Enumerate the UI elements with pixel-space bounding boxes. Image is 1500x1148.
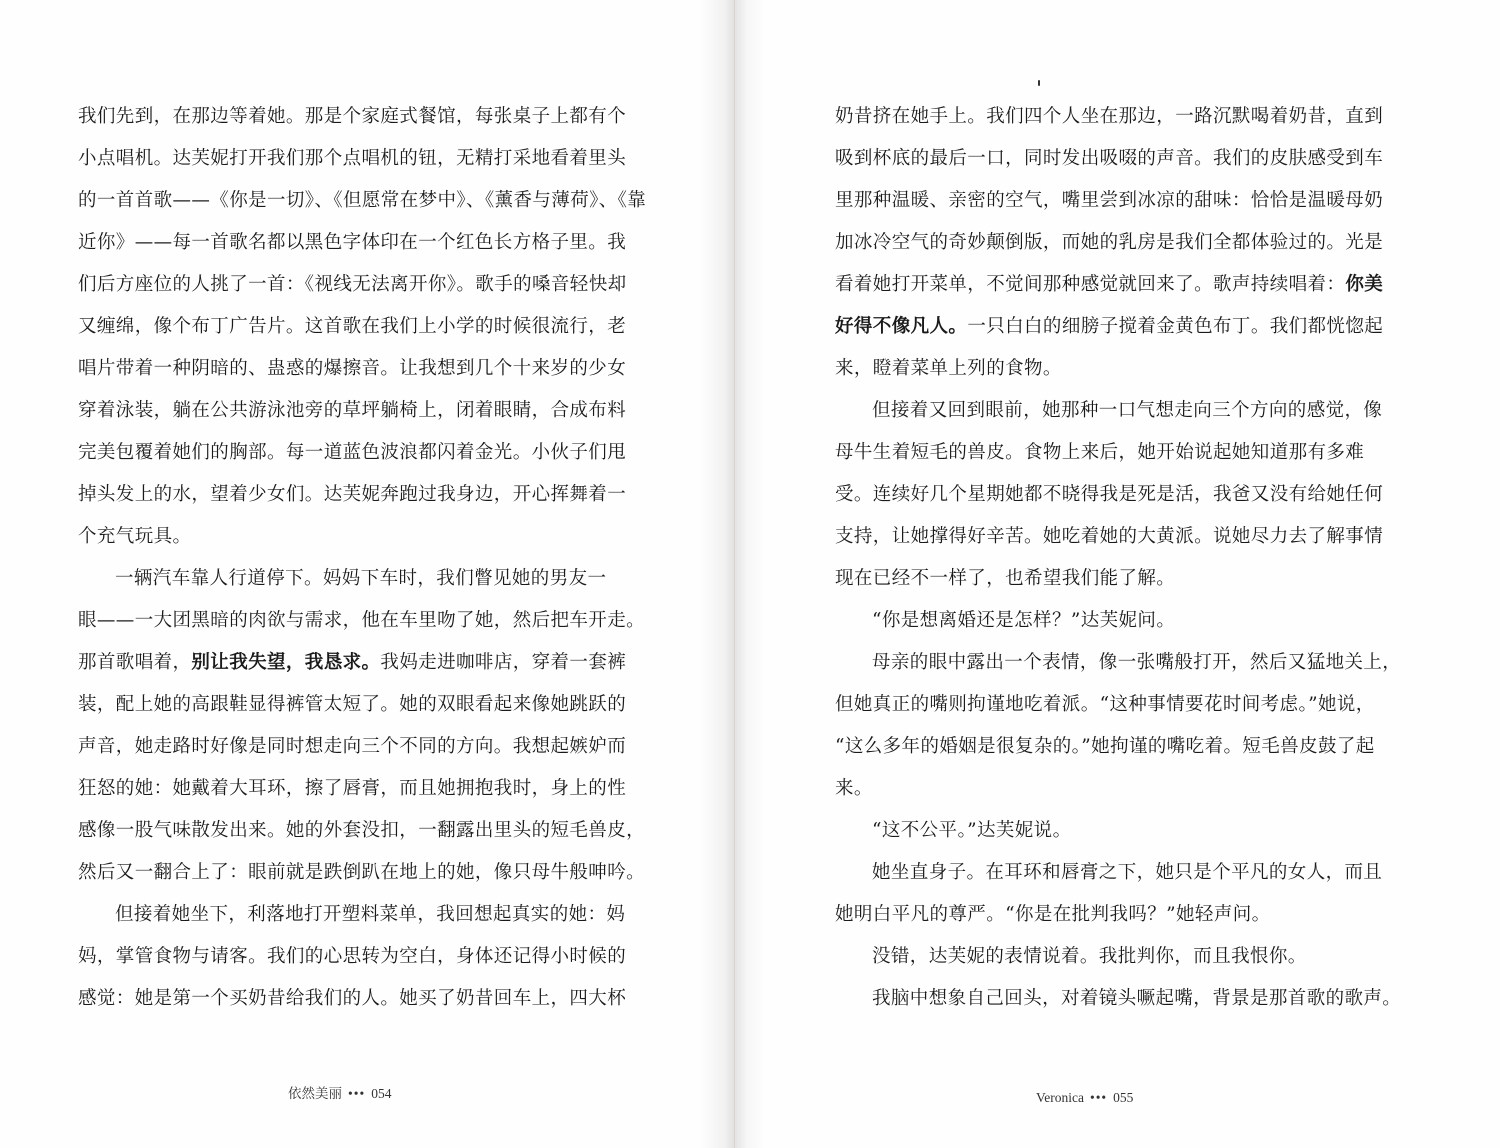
line-text: 个充气玩具。	[78, 526, 192, 547]
text-line	[835, 390, 1383, 432]
text-line	[835, 306, 1384, 348]
line-text-after: 我妈走进咖啡店，穿着一套裤	[380, 652, 627, 673]
left-page-body	[78, 96, 647, 1020]
line-text: 狂怒的她：她戴着大耳环，擦了唇膏，而且她拥抱我时，身上的性	[78, 778, 627, 799]
line-text-after: 一只白白的细膀子搅着金黄色布丁。我们都恍惚起	[967, 316, 1384, 337]
text-line	[78, 306, 638, 348]
lyric-emphasis: 你美	[1345, 274, 1384, 295]
text-line	[835, 600, 1380, 642]
line-text: “这不公平。”达芙妮说。	[872, 820, 1072, 841]
text-line	[835, 222, 1384, 264]
text-line	[835, 936, 1380, 978]
line-text: 没错，达芙妮的表情说着。我批判你，而且我恨你。	[872, 946, 1307, 967]
line-text: 妈，掌管食物与请客。我们的心思转为空白，身体还记得小时候的	[78, 946, 627, 967]
line-text: 那首歌唱着，	[78, 652, 192, 673]
line-text: 完美包覆着她们的胸部。每一道蓝色波浪都闪着金光。小伙子们甩	[78, 442, 627, 463]
line-text: 奶昔挤在她手上。我们四个人坐在那边，一路沉默喝着奶昔，直到	[835, 106, 1384, 127]
right-page-body	[835, 96, 1402, 1020]
folio-separator: •••	[1089, 1090, 1108, 1105]
text-line	[78, 474, 638, 516]
right-gutter-shadow	[735, 0, 765, 1148]
text-line	[835, 138, 1384, 180]
line-text: 吸到杯底的最后一口，同时发出吸啜的声音。我们的皮肤感受到车	[835, 148, 1384, 169]
line-text: 现在已经不一样了，也希望我们能了解。	[835, 568, 1176, 589]
line-text: 一辆汽车靠人行道停下。妈妈下车时，我们瞥见她的男友一	[115, 568, 607, 589]
line-text: 受。连续好几个星期她都不晓得我是死是活，我爸又没有给她任何	[835, 484, 1384, 505]
text-line	[78, 726, 638, 768]
left-page	[0, 0, 735, 1148]
text-line	[835, 810, 1380, 852]
right-page	[735, 0, 1500, 1148]
text-line	[78, 810, 646, 852]
line-text: 小点唱机。达芙妮打开我们那个点唱机的钮，无精打采地看着里头	[78, 148, 627, 169]
text-line	[78, 138, 638, 180]
line-text: 然后又一翻合上了：眼前就是跌倒趴在地上的她，像只母牛般呻吟。	[78, 862, 646, 883]
text-line	[78, 516, 638, 558]
line-text: 但接着她坐下，利落地打开塑料菜单，我回想起真实的她：妈	[115, 904, 626, 925]
page-number: 054	[371, 1086, 392, 1101]
folio-title: Veronica	[1036, 1090, 1084, 1105]
text-line	[835, 516, 1384, 558]
text-line	[835, 768, 1380, 810]
lyric-emphasis: 好得不像凡人。	[835, 316, 968, 337]
text-line	[835, 180, 1384, 222]
text-line	[78, 642, 638, 684]
text-line	[78, 852, 646, 894]
text-line	[835, 264, 1384, 306]
line-text: 母牛生着短毛的兽皮。食物上来后，她开始说起她知道那有多难	[835, 442, 1365, 463]
text-line	[835, 894, 1380, 936]
text-line	[835, 726, 1380, 768]
line-text: 来，瞪着菜单上列的食物。	[835, 358, 1062, 379]
page-number: 055	[1113, 1090, 1134, 1105]
text-line	[835, 684, 1380, 726]
line-text: 加冰冷空气的奇妙颠倒版，而她的乳房是我们全都体验过的。光是	[835, 232, 1384, 253]
folio-separator: •••	[348, 1086, 366, 1101]
line-text: 但她真正的嘴则拘谨地吃着派。“这种事情要花时间考虑。”她说，	[835, 694, 1375, 715]
folio-title: 依然美丽	[288, 1086, 342, 1101]
line-text: 母亲的眼中露出一个表情，像一张嘴般打开，然后又猛地关上，	[872, 652, 1402, 673]
line-text: 眼——一大团黑暗的肉欲与需求，他在车里吻了她，然后把车开走。	[78, 610, 646, 631]
text-line	[78, 768, 638, 810]
line-text: “你是想离婚还是怎样？”达芙妮问。	[872, 610, 1176, 631]
line-text: 掉头发上的水，望着少女们。达芙妮奔跑过我身边，开心挥舞着一	[78, 484, 627, 505]
text-line	[835, 348, 1380, 390]
text-line	[78, 600, 646, 642]
line-text: 我脑中想象自己回头，对着镜头噘起嘴，背景是那首歌的歌声。	[872, 988, 1402, 1009]
lyric-emphasis: 别让我失望，我恳求。	[191, 652, 381, 673]
line-text: 来。	[835, 778, 873, 799]
line-text: 穿着泳装，躺在公共游泳池旁的草坪躺椅上，闭着眼睛，合成布料	[78, 400, 627, 421]
line-text: 但接着又回到眼前，她那种一口气想走向三个方向的感觉，像	[872, 400, 1383, 421]
line-text: 我们先到，在那边等着她。那是个家庭式餐馆，每张桌子上都有个	[78, 106, 627, 127]
left-gutter-shadow	[700, 0, 735, 1148]
right-page-folio	[1036, 1090, 1133, 1106]
text-line	[835, 96, 1384, 138]
text-line	[78, 348, 638, 390]
text-line	[78, 96, 638, 138]
text-line	[835, 852, 1383, 894]
text-line	[78, 558, 638, 600]
line-text: “这么多年的婚姻是很复杂的。”她拘谨的嘴吃着。短毛兽皮鼓了起	[835, 736, 1375, 757]
text-line	[78, 222, 638, 264]
left-page-folio	[288, 1082, 391, 1102]
text-line	[78, 684, 638, 726]
text-line	[78, 180, 647, 222]
ink-speck	[1038, 80, 1040, 86]
text-line	[78, 264, 638, 306]
line-text: 支持，让她撑得好辛苦。她吃着她的大黄派。说她尽力去了解事情	[835, 526, 1384, 547]
line-text: 她坐直身子。在耳环和唇膏之下，她只是个平凡的女人，而且	[872, 862, 1383, 883]
text-line	[835, 474, 1384, 516]
text-line	[835, 642, 1402, 684]
line-text: 感觉：她是第一个买奶昔给我们的人。她买了奶昔回车上，四大杯	[78, 988, 627, 1009]
text-line	[78, 432, 638, 474]
line-text: 近你》——每一首歌名都以黑色字体印在一个红色长方格子里。我	[78, 232, 627, 253]
line-text: 感像一股气味散发出来。她的外套没扣，一翻露出里头的短毛兽皮，	[78, 820, 646, 841]
line-text: 她明白平凡的尊严。“你是在批判我吗？”她轻声问。	[835, 904, 1271, 925]
line-text: 声音，她走路时好像是同时想走向三个不同的方向。我想起嫉妒而	[78, 736, 627, 757]
text-line	[835, 558, 1380, 600]
line-text: 们后方座位的人挑了一首：《视线无法离开你》。歌手的嗓音轻快却	[78, 274, 627, 295]
line-text: 看着她打开菜单，不觉间那种感觉就回来了。歌声持续唱着：	[835, 274, 1346, 295]
line-text: 装，配上她的高跟鞋显得裤管太短了。她的双眼看起来像她跳跃的	[78, 694, 627, 715]
text-line	[78, 978, 638, 1020]
text-line	[835, 432, 1380, 474]
text-line	[835, 978, 1402, 1020]
line-text: 里那种温暖、亲密的空气，嘴里尝到冰凉的甜味：恰恰是温暖母奶	[835, 190, 1384, 211]
line-text: 的一首首歌——《你是一切》、《但愿常在梦中》、《薰香与薄荷》、《靠	[78, 190, 647, 211]
line-text: 唱片带着一种阴暗的、蛊惑的爆擦音。让我想到几个十来岁的少女	[78, 358, 627, 379]
text-line	[78, 390, 638, 432]
line-text: 又缠绵，像个布丁广告片。这首歌在我们上小学的时候很流行，老	[78, 316, 627, 337]
text-line	[78, 936, 638, 978]
text-line	[78, 894, 638, 936]
